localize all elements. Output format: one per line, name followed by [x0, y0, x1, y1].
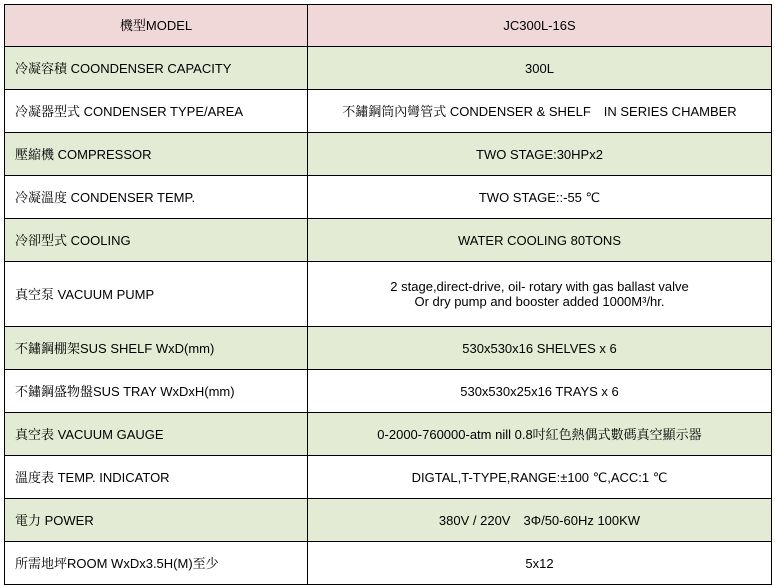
table-row	[5, 47, 772, 90]
compressor-label: 壓縮機 COMPRESSOR	[5, 133, 308, 176]
cooling-label: 冷卻型式 COOLING	[5, 219, 308, 262]
power-label: 電力 POWER	[5, 499, 308, 542]
temp-indicator-value: DIGTAL,T-TYPE,RANGE:±100 ℃,ACC:1 ℃	[308, 456, 772, 499]
room-value: 5x12	[308, 542, 772, 585]
table-header-row	[5, 5, 772, 47]
spec-table	[4, 4, 772, 585]
tray-value: 530x530x25x16 TRAYS x 6	[308, 370, 772, 413]
condenser-temp-label: 冷凝溫度 CONDENSER TEMP.	[5, 176, 308, 219]
cooling-value: WATER COOLING 80TONS	[308, 219, 772, 262]
table-row	[5, 542, 772, 585]
table-row	[5, 262, 772, 327]
capacity-value: 300L	[308, 47, 772, 90]
shelf-value: 530x530x16 SHELVES x 6	[308, 327, 772, 370]
vacuum-pump-value-line-2: Or dry pump and booster added 1000M³/hr.	[414, 294, 665, 309]
condenser-type-label: 冷凝器型式 CONDENSER TYPE/AREA	[5, 90, 308, 133]
table-row	[5, 370, 772, 413]
table-row	[5, 133, 772, 176]
capacity-label: 冷凝容積 COONDENSER CAPACITY	[5, 47, 308, 90]
temp-indicator-label: 溫度表 TEMP. INDICATOR	[5, 456, 308, 499]
table-row	[5, 90, 772, 133]
room-label: 所需地坪ROOM WxDx3.5H(M)至少	[5, 542, 308, 585]
model-label: 機型MODEL	[5, 5, 308, 47]
table-row	[5, 327, 772, 370]
shelf-label: 不鏽鋼棚架SUS SHELF WxD(mm)	[5, 327, 308, 370]
condenser-type-value: 不鏽鋼筒內彎管式 CONDENSER & SHELF IN SERIES CHAMBER	[308, 90, 772, 133]
table-row	[5, 176, 772, 219]
vacuum-pump-value-line-1: 2 stage,direct-drive, oil- rotary with gas ballast valve	[390, 279, 689, 294]
vacuum-pump-value	[308, 262, 772, 327]
table-row	[5, 219, 772, 262]
table-row	[5, 413, 772, 456]
power-value: 380V / 220V 3Φ/50-60Hz 100KW	[308, 499, 772, 542]
tray-label: 不鏽鋼盛物盤SUS TRAY WxDxH(mm)	[5, 370, 308, 413]
table-row	[5, 456, 772, 499]
compressor-value: TWO STAGE:30HPx2	[308, 133, 772, 176]
table-row	[5, 499, 772, 542]
vacuum-gauge-value: 0-2000-760000-atm nill 0.8吋紅色熱偶式數碼真空顯示器	[308, 413, 772, 456]
condenser-temp-value: TWO STAGE::-55 ℃	[308, 176, 772, 219]
model-value: JC300L-16S	[308, 5, 772, 47]
vacuum-gauge-label: 真空表 VACUUM GAUGE	[5, 413, 308, 456]
vacuum-pump-label: 真空泵 VACUUM PUMP	[5, 262, 308, 327]
